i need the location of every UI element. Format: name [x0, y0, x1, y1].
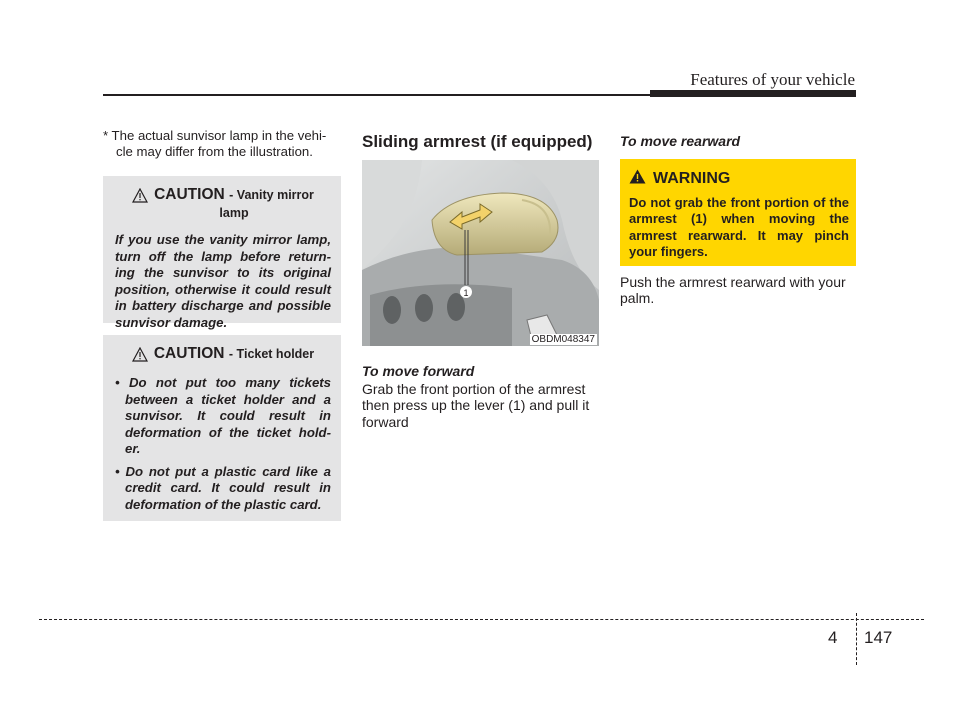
caution-list — [115, 375, 331, 513]
caution-body: If you use the vanity mirror lamp, turn off the lamp before return- ing the sunvisor to its original position, otherwise it could result in battery discharge and possible sunvisor damage. — [115, 232, 331, 330]
warning-label: WARNING — [653, 170, 731, 187]
caution-list-item: • Do not put a plastic card like a credit card. It could result in deformation of the plastic card. — [115, 463, 332, 512]
image-code: OBDM048347 — [531, 334, 595, 345]
armrest-illustration — [362, 160, 599, 346]
footnote-line2: cle may differ from the illustration. — [116, 144, 313, 159]
warning-header — [629, 169, 849, 189]
footnote — [103, 128, 341, 160]
caution-list-item: • Do not put too many tickets between a ticket holder and a sunvisor. It could result in deformation of the ticket hold- er. — [115, 375, 332, 456]
header-title: Features of your vehicle — [690, 70, 855, 89]
callout-number: 1 — [463, 288, 469, 298]
section-heading: Sliding armrest (if equipped) — [362, 132, 593, 151]
caution-header — [115, 345, 331, 367]
caution-subtitle: - Ticket holder — [228, 347, 315, 361]
caution-subtitle: - Vanity mirror — [229, 188, 314, 202]
caution-triangle-icon — [132, 347, 148, 367]
warning-box — [620, 159, 856, 266]
paragraph-rearward: Push the armrest rearward with your palm. — [620, 274, 846, 307]
caution-subtitle-cont: lamp — [219, 206, 249, 220]
caution-label: CAUTION — [154, 186, 225, 203]
caution-header — [115, 186, 331, 222]
caution-vanity-mirror-box — [103, 176, 341, 330]
page-number: 147 — [864, 628, 893, 647]
footnote-line1: * The actual sunvisor lamp in the vehi- — [103, 128, 327, 143]
caution-triangle-icon — [132, 188, 148, 208]
paragraph-forward: Grab the front portion of the armrest then press up the lever (1) and pull it forward — [362, 381, 590, 430]
footer-rule — [39, 619, 924, 620]
caution-label: CAUTION — [153, 345, 225, 362]
caution-ticket-holder-box — [103, 335, 341, 521]
warning-triangle-icon — [629, 169, 646, 189]
subheading-rearward: To move rearward — [620, 133, 741, 149]
subheading-forward: To move forward — [362, 363, 475, 379]
warning-body: Do not grab the front portion of the armrest (1) when moving the armrest rearward. It may pinch your fingers. — [629, 195, 849, 259]
chapter-number: 4 — [828, 628, 838, 647]
page-separator — [856, 613, 857, 665]
header-accent-bar — [650, 90, 856, 97]
